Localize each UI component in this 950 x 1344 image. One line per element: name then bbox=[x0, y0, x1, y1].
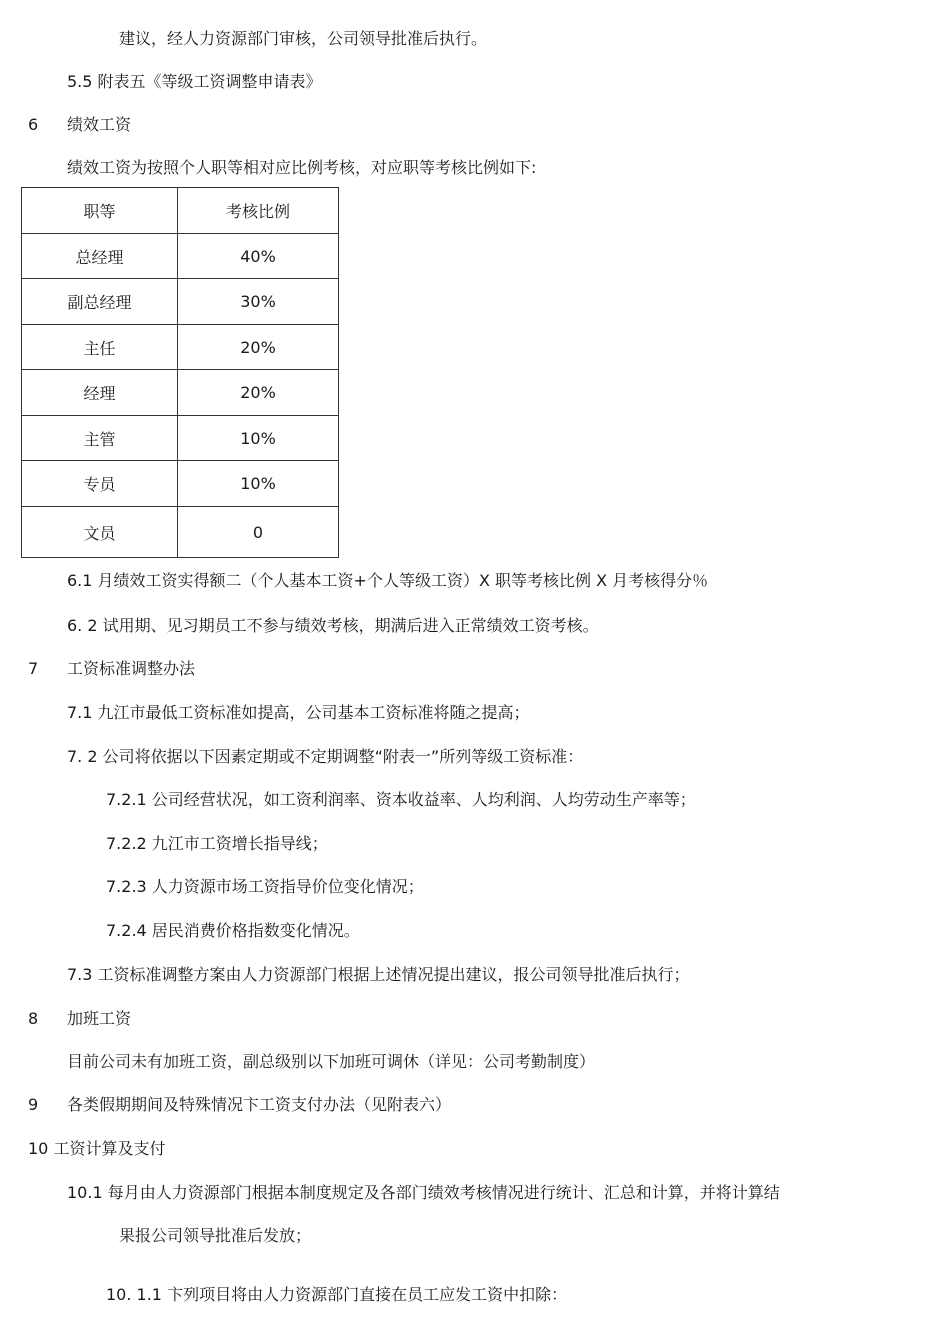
performance-ratio-table bbox=[21, 187, 339, 558]
paragraph-line: 7. 2 公司将依据以下因素定期或不定期调整“附表一”所列等级工资标准： bbox=[67, 747, 584, 766]
paragraph-line: 6.1 月绩效工资实得额二（个人基本工资+个人等级工资）X 职等考核比例 X 月考核得分％ bbox=[67, 571, 709, 590]
paragraph-line: 果报公司领导批准后发放； bbox=[119, 1226, 312, 1245]
table-row bbox=[22, 416, 339, 461]
paragraph-line: 7.2.3 人力资源市场工资指导价位变化情况； bbox=[106, 877, 424, 896]
table-cell: 0 bbox=[178, 507, 339, 558]
table-cell: 副总经理 bbox=[22, 279, 178, 325]
table-cell: 主管 bbox=[22, 416, 178, 461]
paragraph-line: 绩效工资为按照个人职等相对应比例考核，对应职等考核比例如下: bbox=[67, 158, 537, 177]
section-number: 8 bbox=[28, 1009, 39, 1028]
section-heading: 10 工资计算及支付 bbox=[28, 1139, 166, 1158]
section-heading: 绩效工资 bbox=[67, 115, 132, 134]
paragraph-line: 7.1 九江市最低工资标准如提高，公司基本工资标准将随之提高； bbox=[67, 703, 530, 722]
table-row bbox=[22, 370, 339, 416]
section-number: 6 bbox=[28, 115, 39, 134]
section-number: 7 bbox=[28, 659, 39, 678]
table-cell: 经理 bbox=[22, 370, 178, 416]
paragraph-line: 7.2.4 居民消费价格指数变化情况。 bbox=[106, 921, 360, 940]
paragraph-line: 10.1 每月由人力资源部门根据本制度规定及各部门绩效考核情况进行统计、汇总和计算，并将计算结 bbox=[67, 1183, 780, 1202]
table-row bbox=[22, 234, 339, 279]
paragraph-line: 5.5 附表五《等级工资调整申请表》 bbox=[67, 72, 322, 91]
table-header-cell: 考核比例 bbox=[178, 188, 339, 234]
paragraph-line: 7.3 工资标准调整方案由人力资源部门根据上述情况提出建议，报公司领导批准后执行； bbox=[67, 965, 690, 984]
section-heading: 加班工资 bbox=[67, 1009, 132, 1028]
table-cell: 专员 bbox=[22, 461, 178, 507]
paragraph-line: 目前公司未有加班工资，副总级别以下加班可调休（详见：公司考勤制度） bbox=[67, 1052, 596, 1071]
table-cell: 20% bbox=[178, 325, 339, 370]
table-cell: 主任 bbox=[22, 325, 178, 370]
table-cell: 10% bbox=[178, 416, 339, 461]
paragraph-line: 7.2.1 公司经营状况，如工资利润率、资本收益率、人均利润、人均劳动生产率等； bbox=[106, 790, 696, 809]
table-row bbox=[22, 325, 339, 370]
paragraph-line: 6. 2 试用期、见习期员工不参与绩效考核，期满后进入正常绩效工资考核。 bbox=[67, 616, 599, 635]
section-number: 9 bbox=[28, 1095, 39, 1114]
paragraph-line: 建议，经人力资源部门审核，公司领导批准后执行。 bbox=[119, 29, 488, 48]
table-cell: 文员 bbox=[22, 507, 178, 558]
table-cell: 10% bbox=[178, 461, 339, 507]
table-cell: 40% bbox=[178, 234, 339, 279]
section-heading: 各类假期期间及特殊情况卞工资支付办法（见附表六） bbox=[67, 1095, 452, 1114]
section-heading: 工资标准调整办法 bbox=[67, 659, 196, 678]
paragraph-line: 7.2.2 九江市工资增长指导线； bbox=[106, 834, 328, 853]
table-header-cell: 职等 bbox=[22, 188, 178, 234]
table-row bbox=[22, 507, 339, 558]
paragraph-line: 10. 1.1 卞列项目将由人力资源部门直接在员工应发工资中扣除： bbox=[106, 1285, 568, 1304]
table-row bbox=[22, 461, 339, 507]
table-cell: 总经理 bbox=[22, 234, 178, 279]
table-header-row bbox=[22, 188, 339, 234]
table-cell: 20% bbox=[178, 370, 339, 416]
table-cell: 30% bbox=[178, 279, 339, 325]
table-row bbox=[22, 279, 339, 325]
